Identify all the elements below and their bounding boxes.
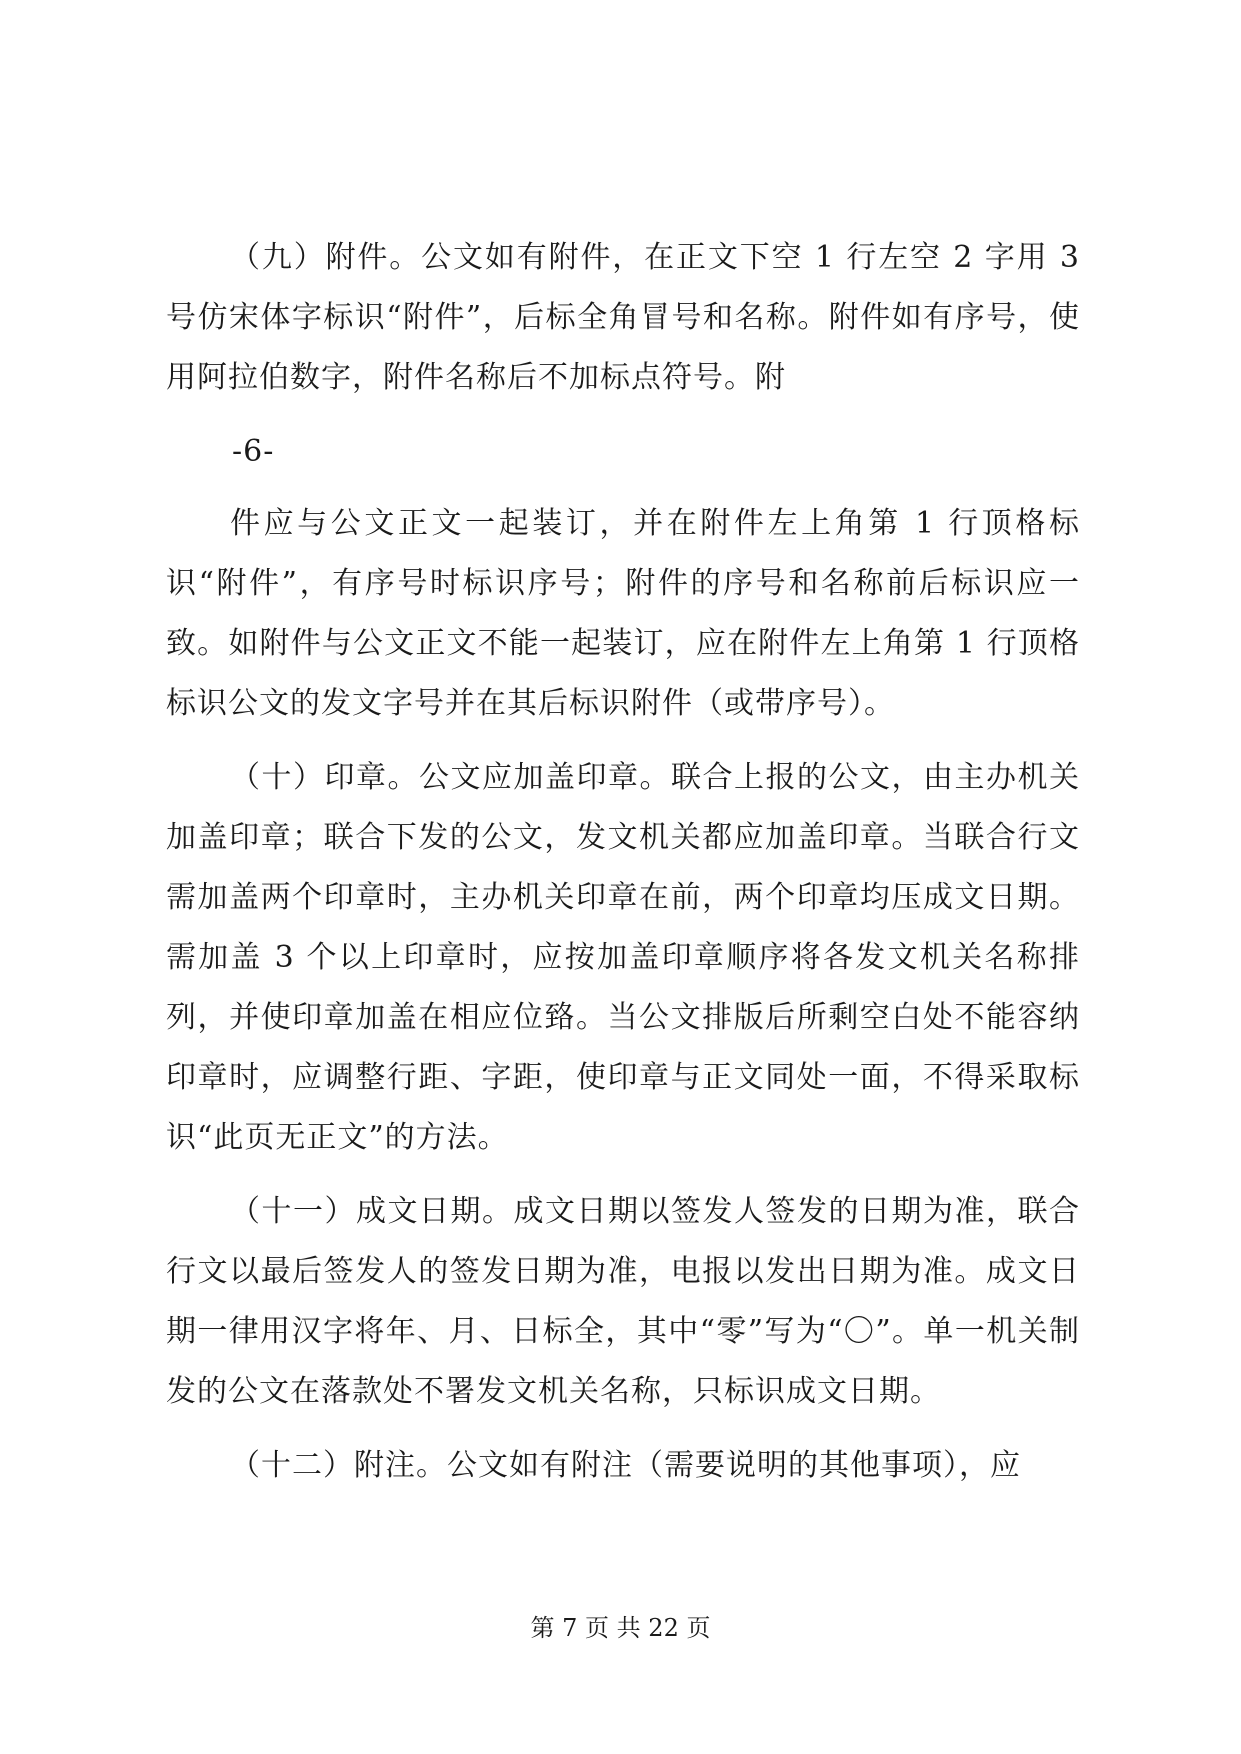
page-footer: 第 7 页 共 22 页 xyxy=(530,1614,711,1642)
paragraph-date: （十一）成文日期。成文日期以签发人签发的日期为准，联合行文以最后签发人的签发日期为准，电报以发出日期为准。成文日期一律用汉字将年、月、日标全，其中“零”写为“〇”。单一机关制发的公文在落款处不署发文机关名称，只标识成文日期。 xyxy=(166,1194,1080,1409)
inline-page-marker: -6- xyxy=(232,434,275,469)
document-body xyxy=(166,228,1080,1510)
paragraph-attachment: （九）附件。公文如有附件，在正文下空 1 行左空 2 字用 3 号仿宋体字标识“附件”，后标全角冒号和名称。附件如有序号，使用阿拉伯数字，附件名称后不加标点符号。附 xyxy=(166,240,1080,395)
paragraph-notes: （十二）附注。公文如有附注（需要说明的其他事项），应 xyxy=(230,1448,1021,1483)
paragraph-seal: （十）印章。公文应加盖印章。联合上报的公文，由主办机关加盖印章；联合下发的公文，发文机关都应加盖印章。当联合行文需加盖两个印章时，主办机关印章在前，两个印章均压成文日期。需加盖 3 个以上印章时，应按加盖印章顺序将各发文机关名称排列，并使印章加盖在相应位臵。当公文排版后所剩空白处不能容纳印章时，应调整行距、字距，使印章与正文同处一面，不得采取标识“此页无正文”的方法。 xyxy=(166,760,1080,1155)
paragraph-attachment-continued: 件应与公文正文一起装订，并在附件左上角第 1 行顶格标识“附件”，有序号时标识序号；附件的序号和名称前后标识应一致。如附件与公文正文不能一起装订，应在附件左上角第 1 行顶格标识公文的发文字号并在其后标识附件（或带序号）。 xyxy=(166,506,1080,721)
